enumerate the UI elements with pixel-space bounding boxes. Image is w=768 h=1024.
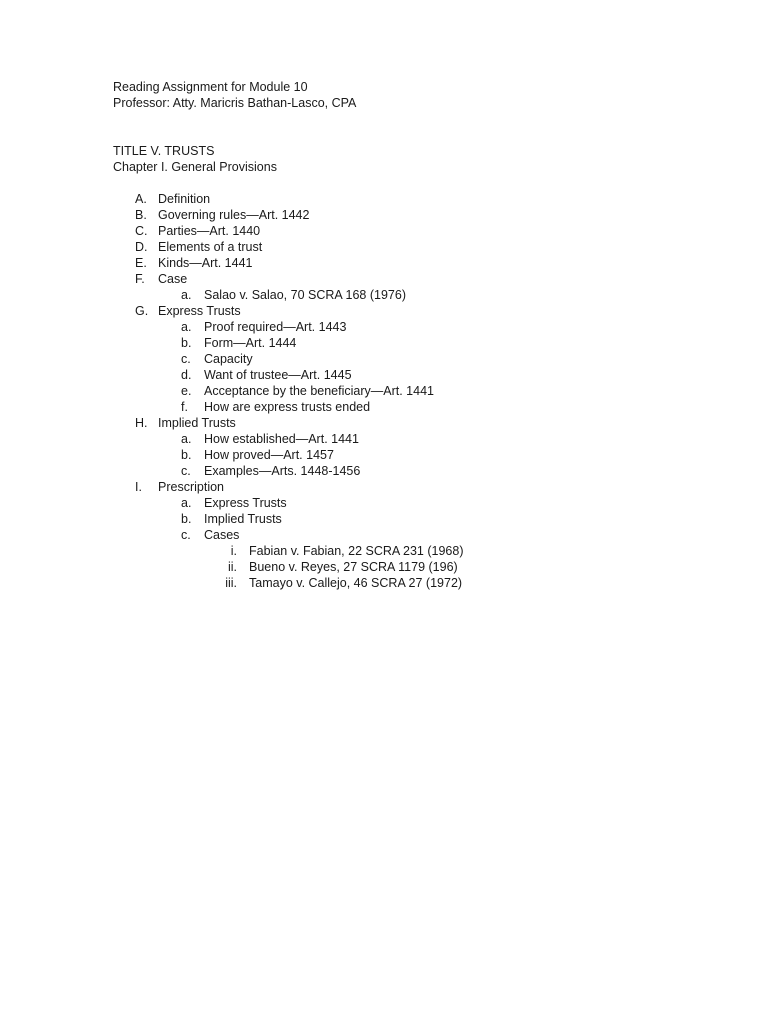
outline-marker: i. — [230, 544, 237, 558]
outline-text: Case — [158, 272, 188, 286]
outline-marker: b. — [181, 512, 192, 526]
chapter-heading: Chapter I. General Provisions — [113, 160, 277, 174]
outline-text: Cases — [204, 528, 240, 542]
outline-text: Implied Trusts — [158, 416, 236, 430]
outline-text: How proved—Art. 1457 — [204, 448, 334, 462]
outline-text: Examples—Arts. 1448-1456 — [204, 464, 361, 478]
outline-text: Elements of a trust — [158, 240, 263, 254]
outline-item-level-1 — [113, 415, 673, 431]
outline-item-level-2 — [113, 383, 673, 399]
outline-item-level-1 — [113, 271, 673, 287]
outline-item-level-1 — [113, 303, 673, 319]
outline-text: Want of trustee—Art. 1445 — [204, 368, 352, 382]
outline-text: Implied Trusts — [204, 512, 282, 526]
spacer — [113, 111, 673, 127]
outline-text: Form—Art. 1444 — [204, 336, 297, 350]
outline-text: Salao v. Salao, 70 SCRA 168 (1976) — [204, 288, 406, 302]
outline-item-level-2 — [113, 527, 673, 543]
outline-item-level-2 — [113, 335, 673, 351]
assignment-heading: Reading Assignment for Module 10 — [113, 80, 308, 94]
outline-item-level-2 — [113, 367, 673, 383]
spacer — [113, 127, 673, 143]
outline-marker: a. — [181, 496, 192, 510]
outline-marker: B. — [135, 208, 147, 222]
title-heading: TITLE V. TRUSTS — [113, 144, 215, 158]
outline-marker: F. — [135, 272, 145, 286]
outline-item-level-1 — [113, 479, 673, 495]
document-page — [113, 79, 673, 591]
outline-text: Prescription — [158, 480, 224, 494]
outline-marker: c. — [181, 464, 191, 478]
outline-item-level-3 — [113, 543, 673, 559]
outline-item-level-2 — [113, 399, 673, 415]
outline-text: Tamayo v. Callejo, 46 SCRA 27 (1972) — [249, 576, 463, 590]
outline-marker: E. — [135, 256, 147, 270]
outline-item-level-2 — [113, 495, 673, 511]
outline-item-level-3 — [113, 559, 673, 575]
outline-text: Proof required—Art. 1443 — [204, 320, 347, 334]
outline-marker: a. — [181, 288, 192, 302]
outline-text: Express Trusts — [204, 496, 287, 510]
outline-marker: a. — [181, 320, 192, 334]
outline-text: Definition — [158, 192, 211, 206]
outline-text: Acceptance by the beneficiary—Art. 1441 — [204, 384, 434, 398]
outline-marker: d. — [181, 368, 192, 382]
outline-marker: b. — [181, 448, 192, 462]
outline-item-level-1 — [113, 191, 673, 207]
outline-marker: D. — [135, 240, 148, 254]
outline-marker: H. — [135, 416, 148, 430]
topic-outline — [113, 191, 673, 591]
outline-text: Express Trusts — [158, 304, 241, 318]
outline-marker: b. — [181, 336, 192, 350]
outline-item-level-2 — [113, 319, 673, 335]
outline-marker: a. — [181, 432, 192, 446]
outline-item-level-2 — [113, 351, 673, 367]
outline-marker: C. — [135, 224, 148, 238]
outline-text: Fabian v. Fabian, 22 SCRA 231 (1968) — [249, 544, 464, 558]
outline-item-level-1 — [113, 207, 673, 223]
outline-marker: I. — [135, 480, 142, 494]
outline-marker: G. — [135, 304, 149, 318]
outline-item-level-2 — [113, 447, 673, 463]
outline-text: Capacity — [204, 352, 253, 366]
outline-text: Governing rules—Art. 1442 — [158, 208, 310, 222]
outline-item-level-1 — [113, 223, 673, 239]
outline-text: Parties—Art. 1440 — [158, 224, 261, 238]
outline-marker: f. — [181, 400, 188, 414]
outline-item-level-2 — [113, 511, 673, 527]
outline-item-level-2 — [113, 463, 673, 479]
outline-item-level-2 — [113, 287, 673, 303]
outline-marker: e. — [181, 384, 192, 398]
outline-marker: ii. — [227, 560, 237, 574]
outline-item-level-3 — [113, 575, 673, 591]
outline-text: How established—Art. 1441 — [204, 432, 359, 446]
outline-marker: c. — [181, 352, 191, 366]
outline-item-level-2 — [113, 431, 673, 447]
outline-text: Bueno v. Reyes, 27 SCRA 1179 (196) — [249, 560, 458, 574]
outline-item-level-1 — [113, 255, 673, 271]
outline-text: How are express trusts ended — [204, 400, 371, 414]
outline-marker: A. — [135, 192, 147, 206]
outline-text: Kinds—Art. 1441 — [158, 256, 253, 270]
outline-marker: c. — [181, 528, 191, 542]
outline-item-level-1 — [113, 239, 673, 255]
outline-marker: iii. — [225, 576, 237, 590]
professor-line: Professor: Atty. Maricris Bathan-Lasco, CPA — [113, 96, 357, 110]
